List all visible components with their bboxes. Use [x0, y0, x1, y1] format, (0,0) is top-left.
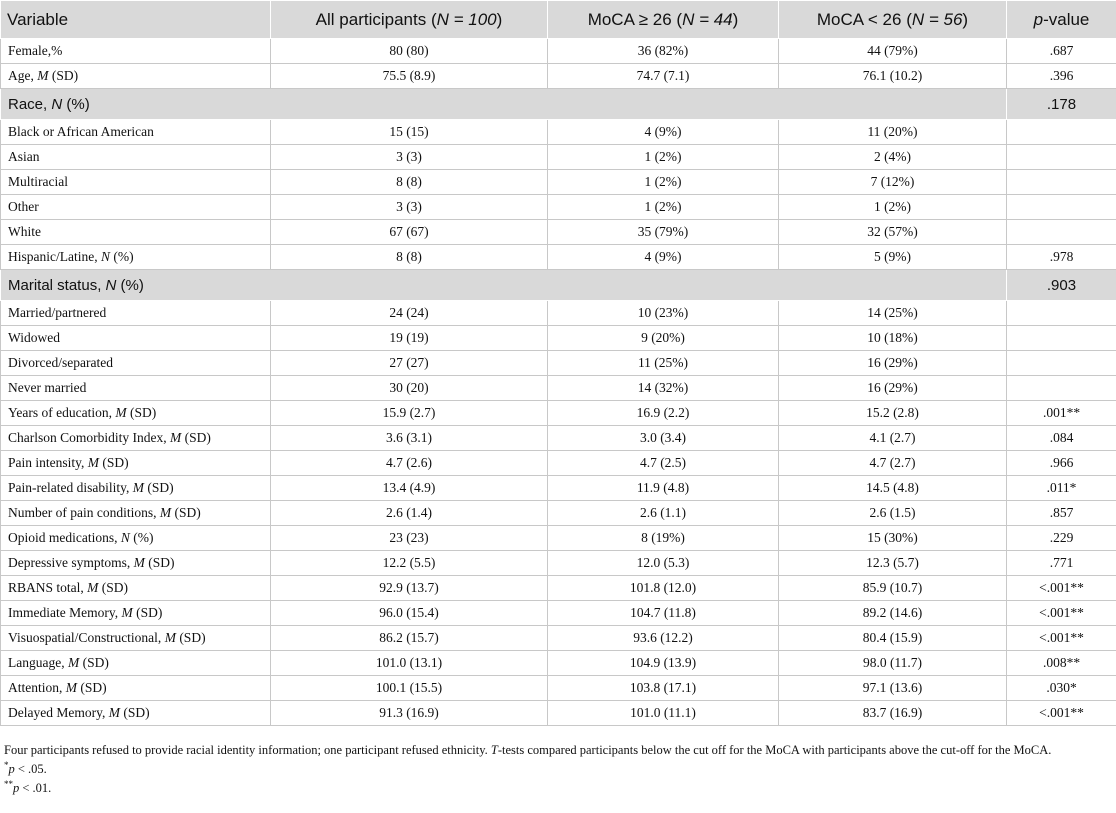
table-row — [1, 551, 1116, 576]
moca-low-cell: 83.7 (16.9) — [779, 701, 1007, 726]
header-p-value: p-value — [1007, 1, 1116, 39]
header-moca-low: MoCA < 26 (N = 56) — [779, 1, 1007, 39]
moca-high-cell: 101.0 (11.1) — [548, 701, 779, 726]
row-label: Visuospatial/Constructional, M (SD) — [1, 626, 271, 651]
moca-high-cell: 10 (23%) — [548, 301, 779, 326]
all-participants-cell: 23 (23) — [271, 526, 548, 551]
p-value-cell — [1007, 195, 1116, 220]
moca-high-cell: 4.7 (2.5) — [548, 451, 779, 476]
all-participants-cell: 80 (80) — [271, 39, 548, 64]
row-label: Marital status, N (%) — [1, 270, 1007, 301]
moca-high-cell: 1 (2%) — [548, 195, 779, 220]
p-value-cell — [1007, 376, 1116, 401]
table-row — [1, 601, 1116, 626]
p-value-cell: .084 — [1007, 426, 1116, 451]
p-value-cell — [1007, 301, 1116, 326]
moca-low-cell: 4.7 (2.7) — [779, 451, 1007, 476]
table-footnotes — [0, 726, 1116, 798]
row-label: Language, M (SD) — [1, 651, 271, 676]
moca-low-cell: 15.2 (2.8) — [779, 401, 1007, 426]
moca-low-cell: 14 (25%) — [779, 301, 1007, 326]
table-row — [1, 526, 1116, 551]
moca-low-cell: 44 (79%) — [779, 39, 1007, 64]
p-value-cell — [1007, 220, 1116, 245]
row-label: Delayed Memory, M (SD) — [1, 701, 271, 726]
row-label: Black or African American — [1, 120, 271, 145]
p-value-cell: .903 — [1007, 270, 1116, 301]
p-value-cell: .687 — [1007, 39, 1116, 64]
all-participants-cell: 91.3 (16.9) — [271, 701, 548, 726]
all-participants-cell: 8 (8) — [271, 170, 548, 195]
row-label: Asian — [1, 145, 271, 170]
table-row — [1, 701, 1116, 726]
table-row — [1, 351, 1116, 376]
moca-low-cell: 11 (20%) — [779, 120, 1007, 145]
table-row — [1, 426, 1116, 451]
row-label: Female,% — [1, 39, 271, 64]
p-value-cell — [1007, 120, 1116, 145]
moca-high-cell: 8 (19%) — [548, 526, 779, 551]
table-row — [1, 195, 1116, 220]
row-label: Divorced/separated — [1, 351, 271, 376]
moca-high-cell: 3.0 (3.4) — [548, 426, 779, 451]
p-value-cell — [1007, 145, 1116, 170]
all-participants-cell: 2.6 (1.4) — [271, 501, 548, 526]
p-value-cell: .008** — [1007, 651, 1116, 676]
all-participants-cell: 15 (15) — [271, 120, 548, 145]
moca-high-cell: 11.9 (4.8) — [548, 476, 779, 501]
moca-low-cell: 12.3 (5.7) — [779, 551, 1007, 576]
moca-high-cell: 4 (9%) — [548, 245, 779, 270]
all-participants-cell: 24 (24) — [271, 301, 548, 326]
all-participants-cell: 13.4 (4.9) — [271, 476, 548, 501]
row-label: Other — [1, 195, 271, 220]
moca-high-cell: 101.8 (12.0) — [548, 576, 779, 601]
all-participants-cell: 3 (3) — [271, 195, 548, 220]
moca-low-cell: 85.9 (10.7) — [779, 576, 1007, 601]
table-row — [1, 245, 1116, 270]
row-label: Charlson Comorbidity Index, M (SD) — [1, 426, 271, 451]
header-all-participants: All participants (N = 100) — [271, 1, 548, 39]
table-row — [1, 326, 1116, 351]
row-label: Multiracial — [1, 170, 271, 195]
all-participants-cell: 3.6 (3.1) — [271, 426, 548, 451]
moca-low-cell: 80.4 (15.9) — [779, 626, 1007, 651]
table-row — [1, 220, 1116, 245]
p-value-cell: .030* — [1007, 676, 1116, 701]
moca-low-cell: 14.5 (4.8) — [779, 476, 1007, 501]
moca-low-cell: 16 (29%) — [779, 376, 1007, 401]
all-participants-cell: 27 (27) — [271, 351, 548, 376]
row-label: Married/partnered — [1, 301, 271, 326]
p-value-cell: .011* — [1007, 476, 1116, 501]
moca-low-cell: 2 (4%) — [779, 145, 1007, 170]
row-label: Pain intensity, M (SD) — [1, 451, 271, 476]
p-value-cell: .229 — [1007, 526, 1116, 551]
moca-low-cell: 2.6 (1.5) — [779, 501, 1007, 526]
table-row — [1, 301, 1116, 326]
p-value-cell: <.001** — [1007, 626, 1116, 651]
row-label: Race, N (%) — [1, 89, 1007, 120]
all-participants-cell: 12.2 (5.5) — [271, 551, 548, 576]
p-value-cell: <.001** — [1007, 576, 1116, 601]
table-row — [1, 576, 1116, 601]
moca-low-cell: 89.2 (14.6) — [779, 601, 1007, 626]
p-value-cell: .978 — [1007, 245, 1116, 270]
moca-low-cell: 5 (9%) — [779, 245, 1007, 270]
row-label: Age, M (SD) — [1, 64, 271, 89]
row-label: Years of education, M (SD) — [1, 401, 271, 426]
all-participants-cell: 75.5 (8.9) — [271, 64, 548, 89]
section-header-row — [1, 89, 1116, 120]
header-row — [1, 1, 1116, 39]
table-row — [1, 676, 1116, 701]
row-label: Number of pain conditions, M (SD) — [1, 501, 271, 526]
moca-low-cell: 7 (12%) — [779, 170, 1007, 195]
moca-high-cell: 4 (9%) — [548, 120, 779, 145]
footnote-main: Four participants refused to provide racial identity information; one participant refused ethnicity. T-tests compared participants below the cut off for the MoCA with participants above the cut-off for the MoCA. — [4, 743, 1052, 757]
p-value-cell: .771 — [1007, 551, 1116, 576]
moca-high-cell: 16.9 (2.2) — [548, 401, 779, 426]
moca-high-cell: 1 (2%) — [548, 170, 779, 195]
moca-high-cell: 104.7 (11.8) — [548, 601, 779, 626]
table-row — [1, 39, 1116, 64]
section-header-row — [1, 270, 1116, 301]
moca-high-cell: 11 (25%) — [548, 351, 779, 376]
table-row — [1, 626, 1116, 651]
moca-low-cell: 97.1 (13.6) — [779, 676, 1007, 701]
row-label: Immediate Memory, M (SD) — [1, 601, 271, 626]
all-participants-cell: 4.7 (2.6) — [271, 451, 548, 476]
table-row — [1, 145, 1116, 170]
moca-high-cell: 12.0 (5.3) — [548, 551, 779, 576]
moca-low-cell: 32 (57%) — [779, 220, 1007, 245]
table-row — [1, 651, 1116, 676]
footnote-single-star: *p < .05. — [4, 759, 47, 776]
all-participants-cell: 67 (67) — [271, 220, 548, 245]
p-value-cell — [1007, 351, 1116, 376]
table-row — [1, 376, 1116, 401]
table-row — [1, 170, 1116, 195]
row-label: Widowed — [1, 326, 271, 351]
footnote-double-star: **p < .01. — [4, 778, 52, 795]
moca-high-cell: 1 (2%) — [548, 145, 779, 170]
moca-low-cell: 76.1 (10.2) — [779, 64, 1007, 89]
row-label: Hispanic/Latine, N (%) — [1, 245, 271, 270]
moca-low-cell: 16 (29%) — [779, 351, 1007, 376]
moca-high-cell: 74.7 (7.1) — [548, 64, 779, 89]
p-value-cell: .396 — [1007, 64, 1116, 89]
all-participants-cell: 86.2 (15.7) — [271, 626, 548, 651]
header-variable: Variable — [1, 1, 271, 39]
moca-high-cell: 93.6 (12.2) — [548, 626, 779, 651]
all-participants-cell: 96.0 (15.4) — [271, 601, 548, 626]
row-label: White — [1, 220, 271, 245]
all-participants-cell: 8 (8) — [271, 245, 548, 270]
row-label: Depressive symptoms, M (SD) — [1, 551, 271, 576]
p-value-cell: <.001** — [1007, 701, 1116, 726]
moca-low-cell: 10 (18%) — [779, 326, 1007, 351]
all-participants-cell: 3 (3) — [271, 145, 548, 170]
all-participants-cell: 101.0 (13.1) — [271, 651, 548, 676]
moca-low-cell: 1 (2%) — [779, 195, 1007, 220]
moca-low-cell: 15 (30%) — [779, 526, 1007, 551]
row-label: Attention, M (SD) — [1, 676, 271, 701]
moca-high-cell: 35 (79%) — [548, 220, 779, 245]
all-participants-cell: 19 (19) — [271, 326, 548, 351]
header-moca-high: MoCA ≥ 26 (N = 44) — [548, 1, 779, 39]
all-participants-cell: 100.1 (15.5) — [271, 676, 548, 701]
p-value-cell — [1007, 170, 1116, 195]
row-label: Pain-related disability, M (SD) — [1, 476, 271, 501]
moca-high-cell: 36 (82%) — [548, 39, 779, 64]
table-row — [1, 64, 1116, 89]
table-row — [1, 476, 1116, 501]
all-participants-cell: 15.9 (2.7) — [271, 401, 548, 426]
p-value-cell: .001** — [1007, 401, 1116, 426]
table-row — [1, 120, 1116, 145]
p-value-cell: .966 — [1007, 451, 1116, 476]
moca-low-cell: 4.1 (2.7) — [779, 426, 1007, 451]
moca-low-cell: 98.0 (11.7) — [779, 651, 1007, 676]
moca-high-cell: 14 (32%) — [548, 376, 779, 401]
moca-high-cell: 2.6 (1.1) — [548, 501, 779, 526]
table-row — [1, 401, 1116, 426]
moca-high-cell: 9 (20%) — [548, 326, 779, 351]
p-value-cell: .178 — [1007, 89, 1116, 120]
p-value-cell — [1007, 326, 1116, 351]
all-participants-cell: 92.9 (13.7) — [271, 576, 548, 601]
moca-high-cell: 103.8 (17.1) — [548, 676, 779, 701]
moca-high-cell: 104.9 (13.9) — [548, 651, 779, 676]
all-participants-cell: 30 (20) — [271, 376, 548, 401]
row-label: Never married — [1, 376, 271, 401]
row-label: RBANS total, M (SD) — [1, 576, 271, 601]
table-row — [1, 501, 1116, 526]
table-row — [1, 451, 1116, 476]
p-value-cell: .857 — [1007, 501, 1116, 526]
row-label: Opioid medications, N (%) — [1, 526, 271, 551]
p-value-cell: <.001** — [1007, 601, 1116, 626]
